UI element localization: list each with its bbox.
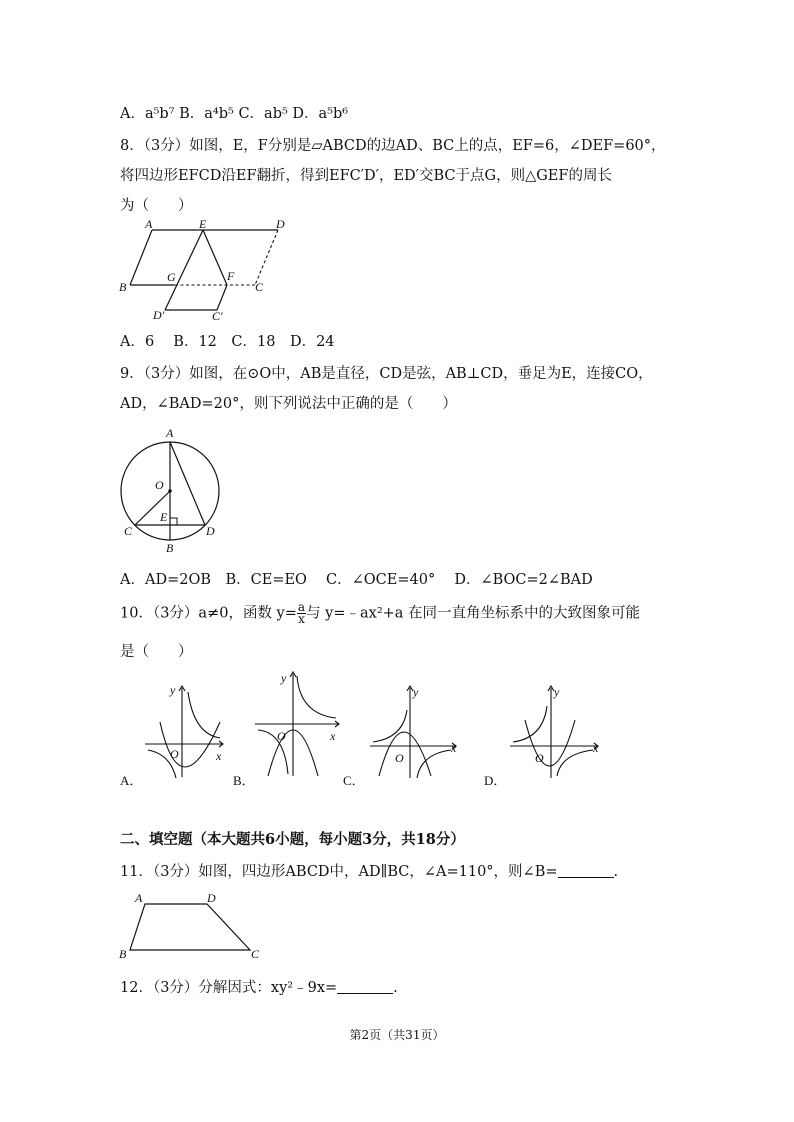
q10-graph-b-y: y bbox=[281, 671, 287, 685]
q10-graph-b-o: O bbox=[277, 729, 286, 743]
q9-label-c: C bbox=[124, 524, 133, 538]
q10-option-a-label: A． bbox=[120, 773, 143, 788]
q12-end: . bbox=[393, 980, 398, 996]
q10-graph-d-o: O bbox=[535, 751, 544, 765]
q10-graph-d-x: x bbox=[593, 741, 599, 755]
q11-answer-blank[interactable] bbox=[558, 863, 614, 878]
q10-graph-c bbox=[365, 680, 465, 782]
q9-options: A．AD=2OB B．CE=EO C．∠OCE=40° D．∠BOC=2∠BAD bbox=[120, 572, 593, 588]
q10-option-d-label: D． bbox=[484, 773, 507, 788]
q9-label-e: E bbox=[160, 510, 168, 524]
q9-label-o: O bbox=[155, 478, 164, 492]
q7-options: A．a⁵b⁷ B．a⁴b⁵ C．ab⁵ D．a⁵b⁶ bbox=[120, 106, 349, 122]
q10-graph-a bbox=[140, 672, 230, 782]
q12-answer-blank[interactable] bbox=[337, 979, 393, 994]
q8-options: A．6 B．12 C．18 D．24 bbox=[120, 334, 335, 350]
q10-line-1 bbox=[120, 602, 640, 625]
q8-line-1: 8．（3分）如图，E，F分别是▱ABCD的边AD、BC上的点，EF=6，∠DEF=60°， bbox=[120, 138, 666, 154]
q11-line bbox=[120, 862, 618, 882]
q10-graph-d-y: y bbox=[554, 685, 560, 699]
q10-suffix: 与 y=﹣ax²+a 在同一直角坐标系中的大致图象可能 bbox=[306, 605, 641, 622]
q11-label-a: A bbox=[135, 891, 143, 905]
q11-label-d: D bbox=[207, 891, 216, 905]
q10-graph-a-x: x bbox=[216, 749, 222, 763]
page-footer: 第2页（共31页） bbox=[349, 1028, 445, 1042]
q9-line-1: 9．（3分）如图，在⊙O中，AB是直径，CD是弦，AB⊥CD，垂足为E，连接CO， bbox=[120, 366, 653, 382]
q11-label-b: B bbox=[119, 947, 127, 960]
q8-label-c-prime: C′ bbox=[212, 309, 223, 323]
q8-line-3: 为（ ） bbox=[120, 198, 193, 214]
q8-parallelogram-figure bbox=[115, 218, 295, 323]
q11-label-c: C bbox=[251, 947, 260, 960]
q8-label-f: F bbox=[227, 269, 235, 283]
q12-line bbox=[120, 978, 398, 998]
q11-end: . bbox=[613, 864, 619, 880]
q10-option-c-label: C． bbox=[343, 773, 365, 788]
q9-label-d: D bbox=[206, 524, 215, 538]
q9-label-b: B bbox=[166, 541, 174, 555]
q10-option-b-label: B． bbox=[233, 773, 255, 788]
q11-trapezoid-figure bbox=[115, 888, 270, 960]
q10-graph-c-x: x bbox=[451, 741, 457, 755]
q11-text: 11．（3分）如图，四边形ABCD中，AD∥BC，∠A=110°，则∠B= bbox=[120, 864, 558, 880]
q8-label-c: C bbox=[255, 280, 264, 294]
q10-prefix: 10．（3分）a≠0，函数 y= bbox=[120, 605, 297, 622]
q10-graph-c-y: y bbox=[413, 685, 419, 699]
q12-text: 12．（3分）分解因式：xy²﹣9x= bbox=[120, 980, 338, 996]
q10-graph-a-o: O bbox=[170, 747, 179, 761]
q10-graph-b-x: x bbox=[330, 729, 336, 743]
q10-fraction-denominator: x bbox=[298, 612, 305, 626]
q10-line-2: 是（ ） bbox=[120, 644, 193, 660]
q10-fraction-numerator: a bbox=[297, 600, 306, 614]
q8-line-2: 将四边形EFCD沿EF翻折，得到EFC′D′，ED′交BC于点G，则△GEF的周长 bbox=[120, 168, 612, 184]
q8-label-g: G bbox=[167, 270, 176, 284]
q8-label-a: A bbox=[145, 218, 153, 231]
section-2-heading: 二、填空题（本大题共6小题，每小题3分，共18分） bbox=[120, 831, 465, 848]
q10-graph-d bbox=[505, 680, 605, 782]
q9-label-a: A bbox=[166, 426, 174, 440]
q8-label-d-prime: D′ bbox=[153, 308, 165, 322]
q10-fraction bbox=[297, 602, 306, 625]
q10-graph-c-o: O bbox=[395, 751, 404, 765]
q8-label-e: E bbox=[199, 218, 207, 231]
q8-label-d: D bbox=[276, 218, 285, 231]
q10-graph-a-y: y bbox=[170, 683, 176, 697]
q9-circle-figure bbox=[115, 425, 235, 555]
q10-graph-b bbox=[250, 664, 350, 782]
q8-label-b: B bbox=[119, 280, 127, 294]
q9-line-2: AD，∠BAD=20°，则下列说法中正确的是（ ） bbox=[120, 396, 457, 412]
